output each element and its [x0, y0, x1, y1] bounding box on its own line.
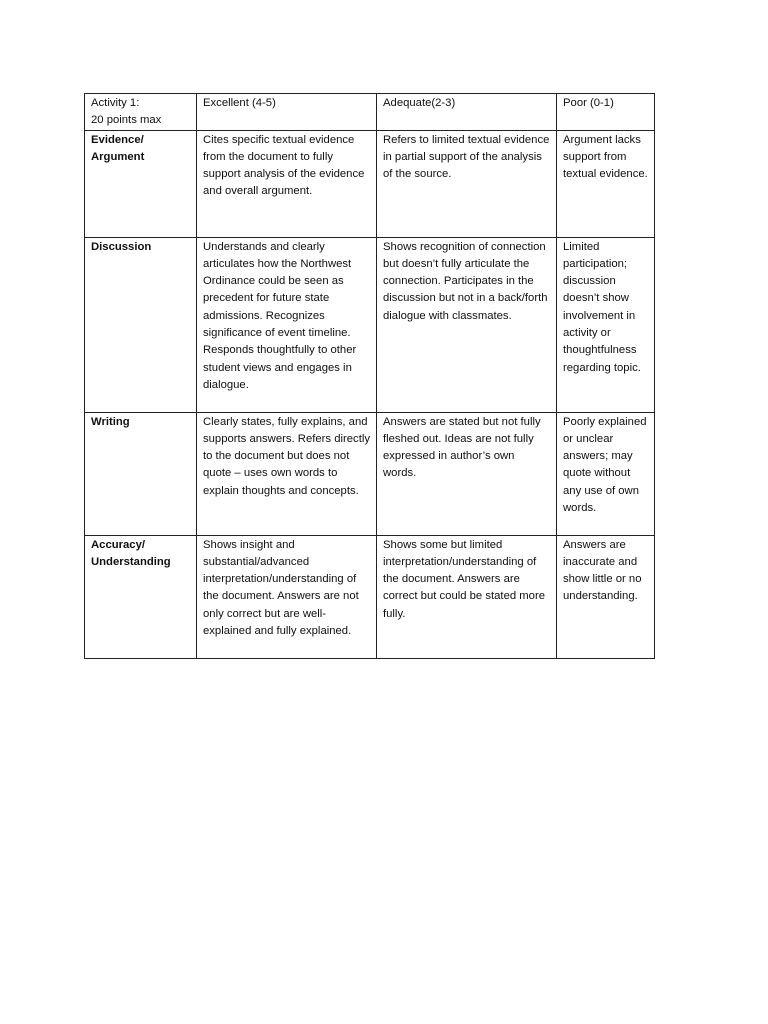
poor-description: Argument lacks support from textual evidence.	[563, 133, 648, 181]
excellent-description: Cites specific textual evidence from the document to fully support analysis of the evidence and overall argument.	[203, 133, 365, 198]
poor-cell	[557, 130, 655, 237]
criterion-cell	[85, 412, 197, 535]
adequate-description: Shows recognition of connection but doesn’t fully articulate the connection. Participates in the discussion but not in a back/forth dialogue with classmates.	[383, 240, 548, 322]
excellent-description: Clearly states, fully explains, and supports answers. Refers directly to the document but does not quote – uses own words to explain thoughts and concepts.	[203, 415, 371, 497]
poor-cell	[557, 535, 655, 658]
table-row-accuracy	[85, 535, 655, 658]
excellent-description: Understands and clearly articulates how the Northwest Ordinance could be seen as precedent for future state admissions. Recognizes significance of event timeline. Responds thoughtfully to other student views and engages in dialogue.	[203, 240, 357, 391]
excellent-cell	[197, 535, 377, 658]
adequate-cell	[377, 130, 557, 237]
header-poor-cell	[557, 94, 655, 131]
header-excellent-cell	[197, 94, 377, 131]
poor-description: Poorly explained or unclear answers; may quote without any use of own words.	[563, 415, 647, 515]
excellent-cell	[197, 237, 377, 412]
poor-description: Answers are inaccurate and show little or no understanding.	[563, 538, 642, 603]
adequate-description: Shows some but limited interpretation/understanding of the document. Answers are correct but could be stated more fully.	[383, 538, 546, 620]
header-adequate-cell	[377, 94, 557, 131]
table-row-writing	[85, 412, 655, 535]
excellent-description: Shows insight and substantial/advanced interpretation/understanding of the document. Answers are not only correct but are well-explained and fully explained.	[203, 538, 359, 638]
level-poor-label: Poor (0-1)	[563, 97, 614, 109]
criterion-label: Evidence/ Argument	[91, 133, 145, 163]
table-row-discussion	[85, 237, 655, 412]
level-adequate-label: Adequate(2-3)	[383, 97, 456, 109]
table-header-row	[85, 94, 655, 131]
poor-cell	[557, 412, 655, 535]
level-excellent-label: Excellent (4-5)	[203, 97, 276, 109]
criterion-label: Writing	[91, 415, 130, 428]
table-row-evidence	[85, 130, 655, 237]
criterion-label: Discussion	[91, 240, 152, 253]
adequate-cell	[377, 412, 557, 535]
excellent-cell	[197, 412, 377, 535]
activity-title: Activity 1: 20 points max	[91, 97, 162, 127]
criterion-cell	[85, 535, 197, 658]
adequate-description: Answers are stated but not fully fleshed out. Ideas are not fully expressed in author’s own words.	[383, 415, 541, 480]
adequate-cell	[377, 237, 557, 412]
rubric-table	[84, 93, 655, 659]
adequate-description: Refers to limited textual evidence in partial support of the analysis of the source.	[383, 133, 550, 181]
header-corner-cell	[85, 94, 197, 131]
excellent-cell	[197, 130, 377, 237]
adequate-cell	[377, 535, 557, 658]
poor-description: Limited participation; discussion doesn’t show involvement in activity or thoughtfulness regarding topic.	[563, 240, 641, 374]
poor-cell	[557, 237, 655, 412]
criterion-cell	[85, 237, 197, 412]
criterion-cell	[85, 130, 197, 237]
criterion-label: Accuracy/ Understanding	[91, 538, 171, 568]
